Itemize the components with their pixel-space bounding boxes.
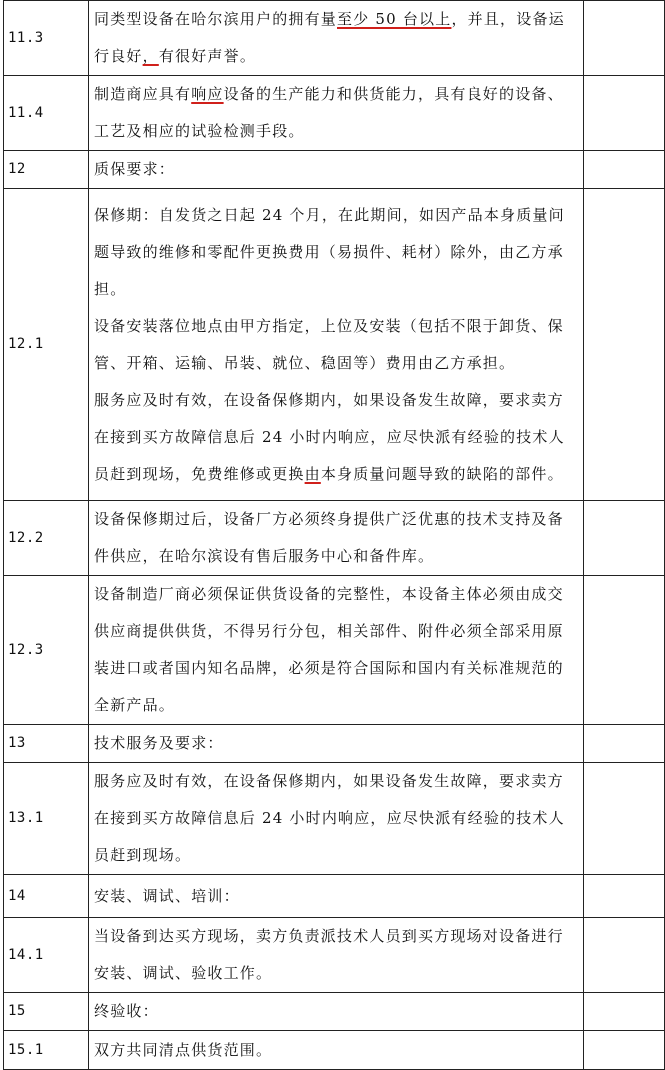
clause-content (89, 1, 584, 76)
clause-text: 服务应及时有效，在设备保修期内，如果设备发生故障，要求卖方在接到买方故障信息后 24 小时内响应，应尽快派有经验的技术人员赶到现场。 (94, 772, 565, 864)
clause-text: 设备安装落位地点由甲方指定，上位及安装（包括不限于卸货、保管、开箱、运输、吊装、就位、稳固等）费用由乙方承担。 (94, 316, 564, 372)
clause-number: 12.1 (4, 189, 89, 501)
remarks-cell (584, 875, 665, 918)
clause-content (89, 918, 584, 993)
clause-number: 12.3 (4, 576, 89, 725)
clause-paragraph (94, 576, 578, 724)
clause-text: 当设备到达买方现场，卖方负责派技术人员到买方现场对设备进行安装、调试、验收工作。 (94, 927, 564, 982)
clause-number: 13.1 (4, 763, 89, 875)
underlined-text: ， (142, 47, 159, 65)
clause-content (89, 725, 584, 763)
clause-number: 14.1 (4, 918, 89, 993)
table-row (4, 76, 665, 151)
clause-text: 设备保修期过后，设备厂方必须终身提供广泛优惠的技术支持及备件供应，在哈尔滨设有售后服务中心和备件库。 (94, 510, 564, 565)
remarks-cell (584, 993, 665, 1031)
clause-text: 设备制造厂商必须保证供货设备的完整性，本设备主体必须由成交供应商提供供货，不得另行分包，相关部件、附件必须全部采用原装进口或者国内知名品牌，必须是符合国际和国内有关标准规范的全新产品。 (94, 585, 564, 714)
remarks-cell (584, 918, 665, 993)
clause-content (89, 189, 584, 501)
clause-paragraph (94, 918, 578, 992)
clause-content (89, 993, 584, 1031)
clause-text: 有很好声誉。 (158, 47, 257, 65)
clause-text: ，并且，设备运行良好 (94, 10, 565, 65)
underlined-text: 响应 (191, 85, 224, 103)
clause-paragraph (94, 878, 578, 915)
table-row (4, 918, 665, 993)
clause-number: 13 (4, 725, 89, 763)
clause-paragraph (94, 308, 578, 382)
remarks-cell (584, 763, 665, 875)
clause-text: 终验收： (94, 1002, 159, 1020)
table-row (4, 189, 665, 501)
clause-text: 双方共同清点供货范围。 (94, 1040, 273, 1059)
table-row (4, 501, 665, 576)
clause-paragraph (94, 382, 578, 493)
clause-paragraph (94, 501, 578, 575)
clause-text: 制造商应具有 (94, 85, 192, 103)
table-row (4, 1, 665, 76)
clause-number: 14 (4, 875, 89, 918)
specification-table (3, 0, 665, 1070)
specification-table-body (4, 1, 665, 1070)
clause-content (89, 576, 584, 725)
clause-text: 同类型设备在哈尔滨用户的拥有量 (94, 10, 338, 28)
underlined-text: 由 (304, 464, 321, 483)
remarks-cell (584, 76, 665, 151)
remarks-cell (584, 1, 665, 76)
clause-text: 技术服务及要求： (94, 734, 224, 752)
clause-text: 服务应及时有效，在设备保修期内，如果设备发生故障，要求卖方在接到买方故障信息后 24 小时内响应，应尽快派有经验的技术人员赶到现场，免费维修或更换 (94, 390, 565, 483)
table-row (4, 725, 665, 763)
clause-content (89, 1031, 584, 1070)
clause-paragraph (94, 1032, 578, 1069)
clause-text: 保修期：自发货之日起 24 个月，在此期间，如因产品本身质量问题导致的维修和零配件更换费用（易损件、耗材）除外，由乙方承担。 (94, 205, 565, 298)
clause-content (89, 875, 584, 918)
clause-content (89, 76, 584, 151)
clause-number: 15.1 (4, 1031, 89, 1070)
table-row (4, 875, 665, 918)
clause-number: 11.4 (4, 76, 89, 151)
clause-content (89, 151, 584, 189)
clause-paragraph (94, 197, 578, 308)
table-row (4, 993, 665, 1031)
clause-paragraph (94, 763, 578, 874)
clause-number: 12 (4, 151, 89, 189)
remarks-cell (584, 501, 665, 576)
clause-number: 15 (4, 993, 89, 1031)
clause-content (89, 763, 584, 875)
table-row (4, 1031, 665, 1070)
clause-paragraph (94, 151, 578, 188)
remarks-cell (584, 576, 665, 725)
clause-content (89, 501, 584, 576)
clause-paragraph (94, 1, 578, 75)
clause-number: 11.3 (4, 1, 89, 76)
clause-paragraph (94, 725, 578, 762)
clause-text: 设备的生产能力和供货能力，具有良好的设备、工艺及相应的试验检测手段。 (94, 85, 564, 140)
table-row (4, 151, 665, 189)
remarks-cell (584, 725, 665, 763)
clause-text: 安装、调试、培训： (94, 886, 240, 905)
remarks-cell (584, 1031, 665, 1070)
clause-paragraph (94, 76, 578, 150)
clause-text: 质保要求： (94, 160, 176, 178)
remarks-cell (584, 189, 665, 501)
clause-text: 本身质量问题导致的缺陷的部件。 (320, 464, 564, 483)
underlined-text: 至少 50 台以上 (337, 10, 452, 28)
table-row (4, 763, 665, 875)
remarks-cell (584, 151, 665, 189)
clause-number: 12.2 (4, 501, 89, 576)
table-row (4, 576, 665, 725)
clause-paragraph (94, 993, 578, 1030)
